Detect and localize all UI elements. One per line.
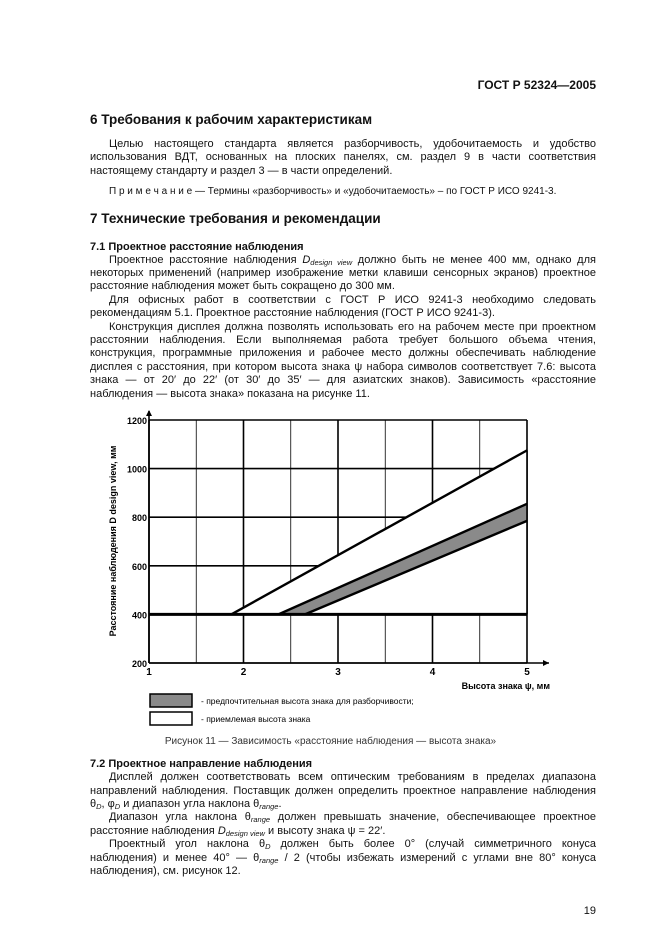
section-6-body — [90, 138, 596, 199]
legend-swatch-preferred — [150, 694, 192, 707]
y-tick-label: 1000 — [126, 464, 147, 475]
paragraph: Для офисных работ в соответствии с ГОСТ Р ИСО 9241-3 необходимо следовать рекомендациям 5.1. Проектное расстояние наблюдения (ГОСТ Р ИСО 9241-3). — [90, 293, 596, 320]
x-tick-label: 5 — [524, 667, 530, 679]
page-content — [90, 112, 596, 878]
y-tick-label: 400 — [131, 610, 147, 621]
y-tick-label: 800 — [131, 513, 147, 524]
paragraph: Проектное расстояние наблюдения $D_{design view}$ должно быть не менее 400 мм, однако для некоторых применений (например изображение метки клавиши сенсорных экранов) проектное расстояние наблюдения может быть сокращено до 300 мм. — [90, 253, 596, 293]
paragraph: Дисплей должен соответствовать всем оптическим требованиям в пределах диапазона направлений наблюдения. Поставщик должен определить проектное направление наблюдения $\theta_D$, $\varphi_D$ и диапазон угла наклона $\theta_{range}$. — [90, 771, 596, 811]
standard-header: ГОСТ Р 52324—2005 — [477, 78, 596, 92]
x-axis-arrow — [543, 660, 549, 666]
paragraph: Диапазон угла наклона $\theta_{range}$ должен превышать значение, обеспечивающее проектное расстояние наблюдения $D_{design view}$ и высоту знака ψ = 22′. — [90, 811, 596, 838]
y-tick-label: 1200 — [126, 416, 147, 427]
x-tick-label: 4 — [429, 667, 436, 679]
legend-label-acceptable: - приемлемая высота знака — [201, 714, 311, 725]
subsection-7-1-heading: 7.1 Проектное расстояние наблюдения — [90, 240, 304, 253]
figure-11-chart — [100, 409, 560, 734]
y-axis-label: Расстояние наблюдения D design view, мм — [108, 445, 118, 637]
subsection-7-1-body — [90, 254, 596, 401]
x-tick-label: 3 — [335, 667, 341, 679]
note-label: П р и м е ч а н и е — [109, 186, 193, 198]
page-number: 19 — [583, 905, 596, 917]
section-7-heading: 7 Технические требования и рекомендации — [90, 210, 381, 226]
x-axis-label: Высота знака ψ, мм — [461, 681, 550, 692]
paragraph: Целью настоящего стандарта является разборчивость, удобочитаемость и удобство использования ВДТ, основанных на плоских панелях, см. раздел 9 в части соответствия настоящему стандарту и раздел 3 — в части определений. — [90, 138, 596, 177]
legend-swatch-acceptable — [150, 712, 192, 725]
paragraph: Конструкция дисплея должна позволять использовать его на рабочем месте при проектном расстоянии наблюдения. Если выполняемая работа требует большого объема чтения, конструкция, программные приложения и рабочее место должны обеспечивать наблюдение дисплея с расстояния, при котором высота знака ψ набора символов соответствует 7.6: высота знака — от 20′ до 22′ (от 30′ до 35′ — для азиатских знаков). Зависимость «расстояние наблюдения — высота знака» показана на рисунке 11. — [90, 320, 596, 400]
paragraph: Проектный угол наклона $\theta_D$ должен быть более 0° (случай симметричного конуса наблюдения) и менее 40° — $\theta_{range} / 2$ (чтобы избежать измерений с углами вне 80° конуса наблюдения), см. рисунок 12. — [90, 838, 597, 877]
subsection-7-2-heading: 7.2 Проектное направление наблюдения — [90, 758, 313, 771]
legend-label-preferred: - предпочтительная высота знака для разборчивости; — [201, 696, 414, 707]
y-tick-label: 600 — [131, 561, 147, 572]
x-tick-label: 2 — [240, 667, 247, 679]
note-text: — Термины «разборчивость» и «удобочитаемость» – по ГОСТ Р ИСО 9241-3. — [192, 186, 557, 198]
y-tick-label: 200 — [131, 659, 147, 670]
x-tick-label: 1 — [146, 667, 152, 679]
subsection-7-2-body — [90, 771, 596, 878]
section-6-heading: 6 Требования к рабочим характеристикам — [90, 112, 373, 127]
note — [90, 185, 596, 198]
figure-caption: Рисунок 11 — Зависимость «расстояние наблюдения — высота знака» — [164, 736, 497, 748]
